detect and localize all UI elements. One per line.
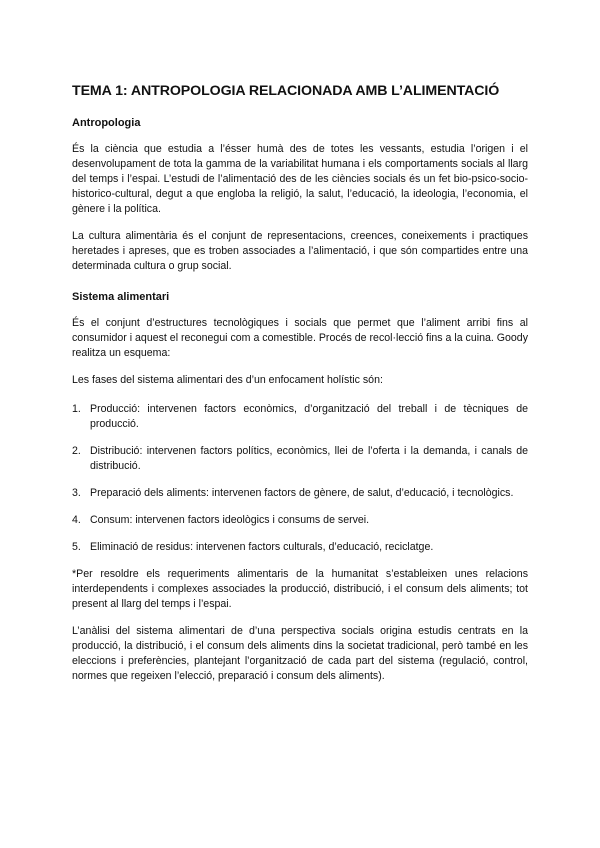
document-content xyxy=(72,82,528,696)
list-item-text: Preparació dels aliments: intervenen factors de gènere, de salut, d’educació, i tecnològics. xyxy=(90,487,514,499)
section-heading-antropologia: Antropologia xyxy=(72,117,141,129)
list-item-number: 5. xyxy=(72,541,81,553)
list-item-number: 4. xyxy=(72,514,81,526)
note-paragraph: *Per resoldre els requeriments alimentaris de la humanitat s’estableixen unes relacions interdependents i complexes associades la producció, distribució, i el consum dels aliments; tot present al llarg del temps i l’espai. xyxy=(72,568,528,610)
paragraph: És el conjunt d’estructures tecnològiques i socials que permet que l’aliment arribi fins al consumidor i aquest el reconegui com a comestible. Procés de recol·lecció fins a la cuina. Goody realitza un esquema: xyxy=(72,317,528,359)
list-item-text: Eliminació de residus: intervenen factors culturals, d’educació, reciclatge. xyxy=(90,541,434,553)
list-item xyxy=(72,540,528,555)
list-item xyxy=(72,486,528,501)
list-item-number: 1. xyxy=(72,403,81,415)
paragraph: És la ciència que estudia a l’ésser humà des de totes les vessants, estudia l’origen i el desenvolupament de tota la gamma de la variabilitat humana i els comportaments socials al llarg del temps i l’espai. L’estudi de l’alimentació des de les ciències socials és un fet bio-psico-socio-historico-cultural, degut a que engloba la religió, la salut, l’educació, la ideologia, l’economia, el gènere i la política. xyxy=(72,143,528,215)
list-item xyxy=(72,513,528,528)
list-item-number: 3. xyxy=(72,487,81,499)
paragraph: L’anàlisi del sistema alimentari de d’una perspectiva socials origina estudis centrats en la producció, la distribució, i el consum dels aliments dins la societat tradicional, però també en les eleccions i preferències, plantejant l’organització de cada part del sistema (regulació, control, normes que regeixen l’elecció, preparació i consum dels aliments). xyxy=(72,625,528,682)
list-item-text: Consum: intervenen factors ideològics i consums de servei. xyxy=(90,514,370,526)
page-title: TEMA 1: ANTROPOLOGIA RELACIONADA AMB L’ALIMENTACIÓ xyxy=(72,83,500,99)
list-item-text: Producció: intervenen factors econòmics, d’organització del treball i de tècniques de producció. xyxy=(90,403,528,430)
phases-list xyxy=(72,402,528,555)
list-item-text: Distribució: intervenen factors polítics, econòmics, llei de l’oferta i la demanda, i canals de distribució. xyxy=(90,445,528,472)
list-item xyxy=(72,444,528,474)
paragraph: Les fases del sistema alimentari des d’un enfocament holístic són: xyxy=(72,374,383,386)
section-heading-sistema-alimentari: Sistema alimentari xyxy=(72,291,170,303)
paragraph: La cultura alimentària és el conjunt de representacions, creences, coneixements i practiques heretades i apreses, que es troben associades a l’alimentació, i que són compartides entre una determinada cultura o grup social. xyxy=(72,230,528,272)
list-item xyxy=(72,402,528,432)
list-item-number: 2. xyxy=(72,445,81,457)
